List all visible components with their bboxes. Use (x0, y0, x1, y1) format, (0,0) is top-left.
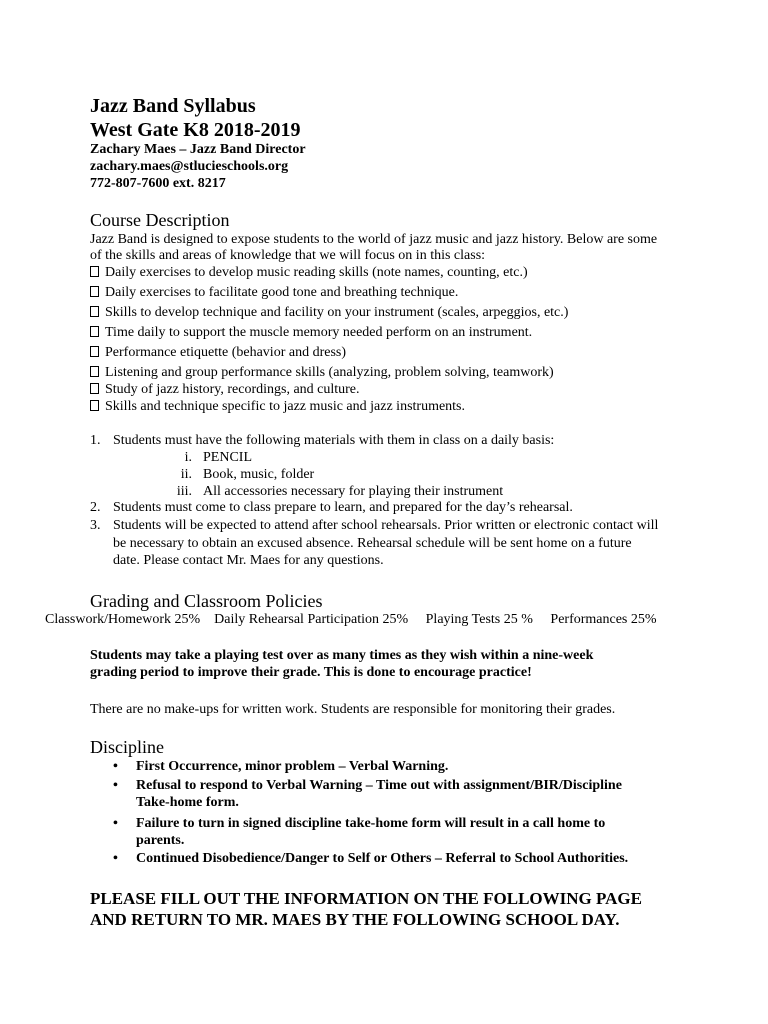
subrule-number: ii. (180, 467, 192, 482)
discipline-item: Refusal to respond to Verbal Warning – Time out with assignment/BIR/Discipline (136, 778, 622, 793)
discipline-heading: Discipline (90, 737, 164, 757)
rule-text: be necessary to obtain an excused absence. Rehearsal schedule will be sent home on a future (113, 536, 632, 551)
grading-heading: Grading and Classroom Policies (90, 591, 323, 611)
skill-item: Time daily to support the muscle memory needed perform on an instrument. (90, 324, 532, 341)
checkbox-icon (90, 286, 99, 297)
course-description-heading: Course Description (90, 210, 230, 230)
rule-text: Students will be expected to attend after school rehearsals. Prior written or electronic contact will (113, 518, 659, 533)
bullet-icon: • (113, 851, 118, 866)
skill-item: Skills and technique specific to jazz music and jazz instruments. (90, 398, 465, 415)
bullet-icon: • (113, 778, 118, 793)
checkbox-icon (90, 383, 99, 394)
playing-test-note: Students may take a playing test over as many times as they wish within a nine-week (90, 648, 594, 663)
rule-number: 1. (90, 433, 101, 448)
skill-item: Listening and group performance skills (analyzing, problem solving, teamwork) (90, 364, 554, 381)
subrule-text: All accessories necessary for playing their instrument (203, 484, 504, 499)
skill-item: Daily exercises to develop music reading skills (note names, counting, etc.) (90, 264, 528, 281)
director-email: zachary.maes@stlucieschools.org (90, 159, 289, 174)
discipline-item: parents. (136, 833, 185, 848)
return-instruction: AND RETURN TO MR. MAES BY THE FOLLOWING SCHOOL DAY. (90, 910, 620, 929)
skill-item: Daily exercises to facilitate good tone and breathing technique. (90, 284, 458, 301)
skill-item: Skills to develop technique and facility on your instrument (scales, arpeggios, etc.) (90, 304, 568, 321)
subrule-text: PENCIL (203, 450, 252, 465)
rule-text: Students must have the following materials with them in class on a daily basis: (113, 433, 555, 448)
school-year: West Gate K8 2018-2019 (90, 119, 301, 141)
grading-breakdown: Classwork/Homework 25% Daily Rehearsal Participation 25% Playing Tests 25 % Performances 25% (45, 612, 657, 627)
bullet-icon: • (113, 759, 118, 774)
rule-text: Students must come to class prepare to learn, and prepared for the day’s rehearsal. (113, 500, 573, 515)
subrule-number: iii. (176, 484, 192, 499)
document-title: Jazz Band Syllabus (90, 95, 256, 117)
discipline-item: Continued Disobedience/Danger to Self or Others – Referral to School Authorities. (136, 851, 629, 866)
skill-item: Performance etiquette (behavior and dress) (90, 344, 346, 361)
checkbox-icon (90, 306, 99, 317)
checkbox-icon (90, 346, 99, 357)
skill-item: Study of jazz history, recordings, and culture. (90, 381, 360, 398)
discipline-item: Failure to turn in signed discipline take-home form will result in a call home to (136, 816, 606, 831)
discipline-item: Take-home form. (136, 795, 239, 810)
rule-number: 2. (90, 500, 101, 515)
bullet-icon: • (113, 816, 118, 831)
checkbox-icon (90, 400, 99, 411)
makeup-note: There are no make-ups for written work. Students are responsible for monitoring their grades. (90, 702, 616, 717)
subrule-number: i. (184, 450, 192, 465)
subrule-text: Book, music, folder (203, 467, 315, 482)
course-intro-line1: Jazz Band is designed to expose students to the world of jazz music and jazz history. Below are some (90, 232, 658, 247)
checkbox-icon (90, 366, 99, 377)
director-phone: 772-807-7600 ext. 8217 (90, 176, 226, 191)
discipline-item: First Occurrence, minor problem – Verbal Warning. (136, 759, 449, 774)
checkbox-icon (90, 266, 99, 277)
director-name: Zachary Maes – Jazz Band Director (90, 142, 306, 157)
rule-text: date. Please contact Mr. Maes for any questions. (113, 553, 384, 568)
course-intro-line2: of the skills and areas of knowledge that we will focus on in this class: (90, 248, 486, 263)
return-instruction: PLEASE FILL OUT THE INFORMATION ON THE FOLLOWING PAGE (90, 889, 642, 908)
rule-number: 3. (90, 518, 101, 533)
playing-test-note: grading period to improve their grade. This is done to encourage practice! (90, 665, 532, 680)
checkbox-icon (90, 326, 99, 337)
